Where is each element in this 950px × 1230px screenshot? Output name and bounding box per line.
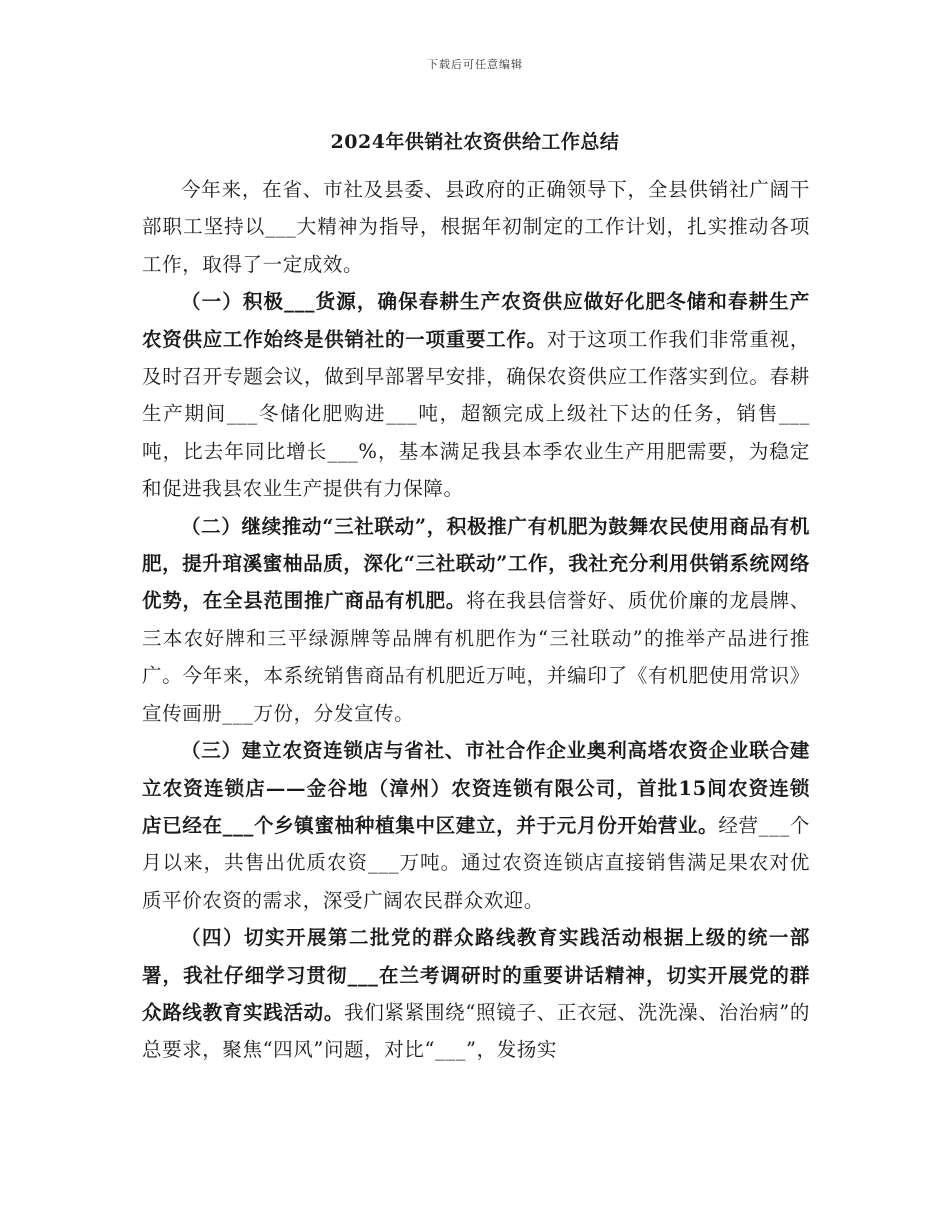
section-body-2: 将在我县信誉好、质优价廉的龙晨牌、三本农好牌和三平绿源牌等品牌有机肥作为“三社联动”的推举产品进行推广。今年来，本系统销售商品有机肥近万吨，并编印了《有机肥使用常识》宣传画册___万份，分发宣传。	[142, 589, 810, 725]
section-lead-4: （四）切实开展第二批党的群众路线教育实践活动根据上级的统一部署，我社仔细学习贯彻___在兰考调研时的重要讲话精神，切实开展党的群众路线教育实践活动。	[142, 926, 810, 1024]
section-lead-2: （二）继续推动“三社联动”，积极推广有机肥为鼓舞农民使用商品有机肥，提升琯溪蜜柚品质，深化“三社联动”工作，我社充分利用供销系统网络优势，在全县范围推广商品有机肥。	[142, 514, 810, 613]
document-body	[142, 171, 810, 1069]
section-body-1: 对于这项工作我们非常重视，及时召开专题会议，做到早部署早安排，确保农资供应工作落实到位。春耕生产期间___冬储化肥购进___吨，超额完成上级社下达的任务，销售___吨，比去年同比增长___%，基本满足我县本季农业生产用肥需要，为稳定和促进我县农业生产提供有力保障。	[142, 327, 810, 501]
section-lead-1: （一）积极___货源，确保春耕生产农资供应做好化肥冬储和春耕生产农资供应工作始终是供销社的一项重要工作。	[142, 290, 810, 351]
intro-paragraph: 今年来，在省、市社及县委、县政府的正确领导下，全县供销社广阔干部职工坚持以___大精神为指导，根据年初制定的工作计划，扎实推动各项工作，取得了一定成效。	[142, 178, 810, 276]
header-note: 下载后可任意编辑	[427, 58, 523, 71]
section-body-3: 经营___个月以来，共售出优质农资___万吨。通过农资连锁店直接销售满足果农对优质平价农资的需求，深受广阔农民群众欢迎。	[142, 813, 810, 912]
section-paragraph-4	[142, 919, 810, 1069]
section-lead-3: （三）建立农资连锁店与省社、市社合作企业奥利高塔农资企业联合建立农资连锁店——金谷地（漳州）农资连锁有限公司，首批15间农资连锁店已经在___个乡镇蜜柚种植集中区建立，并于元月份开始营业。	[142, 739, 810, 837]
section-body-4: 我们紧紧围绕“照镜子、正衣冠、洗洗澡、治治病”的总要求，聚焦“四风”问题，对比“___”，发扬实	[142, 1000, 810, 1062]
document-title: 2024年供销社农资供给工作总结	[330, 131, 620, 153]
section-paragraph-3	[142, 732, 810, 919]
section-paragraph-1	[142, 283, 810, 507]
section-paragraph-2	[142, 508, 810, 732]
